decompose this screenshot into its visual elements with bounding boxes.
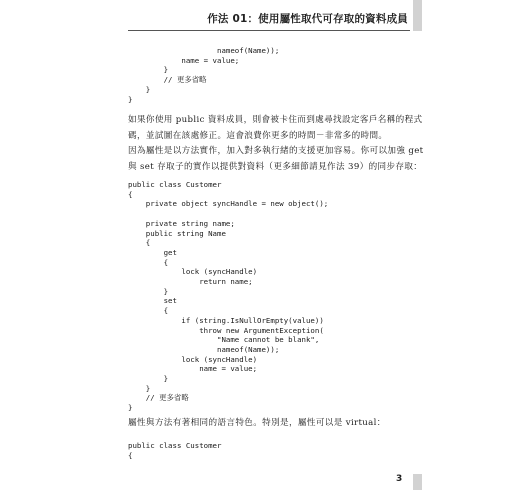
text-line: 碼，並試圖在該處修正。這會浪費你更多的時間－非常多的時間。	[128, 130, 388, 141]
text-line: private object syncHandle = new object();	[128, 199, 329, 209]
page-side-tab	[413, 474, 422, 490]
text-line: }	[128, 374, 169, 384]
text-line: public class Customer	[128, 180, 222, 189]
text-line: get	[128, 247, 177, 257]
text-line: 如果你使用 public 資料成員，則會被卡住而到處尋找設定客戶名稱的程式	[128, 115, 423, 125]
text-line: lock (syncHandle)	[128, 267, 258, 277]
text-line: }	[128, 84, 151, 94]
text-line: return name;	[128, 277, 253, 287]
text-line: set	[128, 296, 177, 306]
text-line: {	[128, 257, 169, 267]
code-block-3	[128, 441, 221, 460]
text-line: nameof(Name));	[128, 344, 280, 354]
code-block-1	[128, 46, 279, 104]
paragraph-1	[128, 113, 423, 144]
text-line: {	[128, 238, 151, 248]
text-line: }	[128, 383, 151, 393]
text-line: }	[128, 286, 169, 296]
text-line: lock (syncHandle)	[128, 354, 258, 364]
paragraph-2	[128, 144, 424, 175]
text-line: 因為屬性是以方法實作，加入對多執行緒的支援更加容易。你可以加強 get	[128, 146, 424, 156]
text-line: }	[128, 403, 133, 413]
text-line: name = value;	[128, 364, 258, 374]
text-line: public class Customer	[128, 441, 222, 450]
text-line: {	[128, 450, 133, 460]
code-block-2	[128, 180, 328, 413]
text-line: {	[128, 189, 133, 199]
paragraph-3	[128, 416, 410, 432]
page-number: 3	[396, 474, 403, 484]
header-divider	[128, 30, 410, 31]
running-header-title: 作法 01：使用屬性取代可存取的資料成員	[207, 13, 408, 25]
text-line: {	[128, 306, 169, 316]
text-line: }	[128, 94, 133, 104]
text-line: 與 set 存取子的實作以提供對資料（更多細節請見作法 39）的同步存取：	[128, 161, 423, 172]
chapter-side-tab	[413, 0, 422, 31]
text-line: 屬性與方法有著相同的語言特色。特別是，屬性可以是 virtual：	[128, 418, 386, 428]
text-line: // 更多省略	[128, 393, 189, 403]
text-line: if (string.IsNullOrEmpty(value))	[128, 315, 324, 325]
text-line: "Name cannot be blank",	[128, 335, 320, 345]
text-line: }	[128, 65, 169, 75]
text-line: public string Name	[128, 228, 226, 238]
text-line: throw new ArgumentException(	[128, 325, 324, 335]
text-line: // 更多省略	[128, 75, 207, 85]
text-line: name = value;	[128, 55, 240, 65]
text-line: nameof(Name));	[128, 46, 280, 55]
text-line: private string name;	[128, 218, 235, 228]
